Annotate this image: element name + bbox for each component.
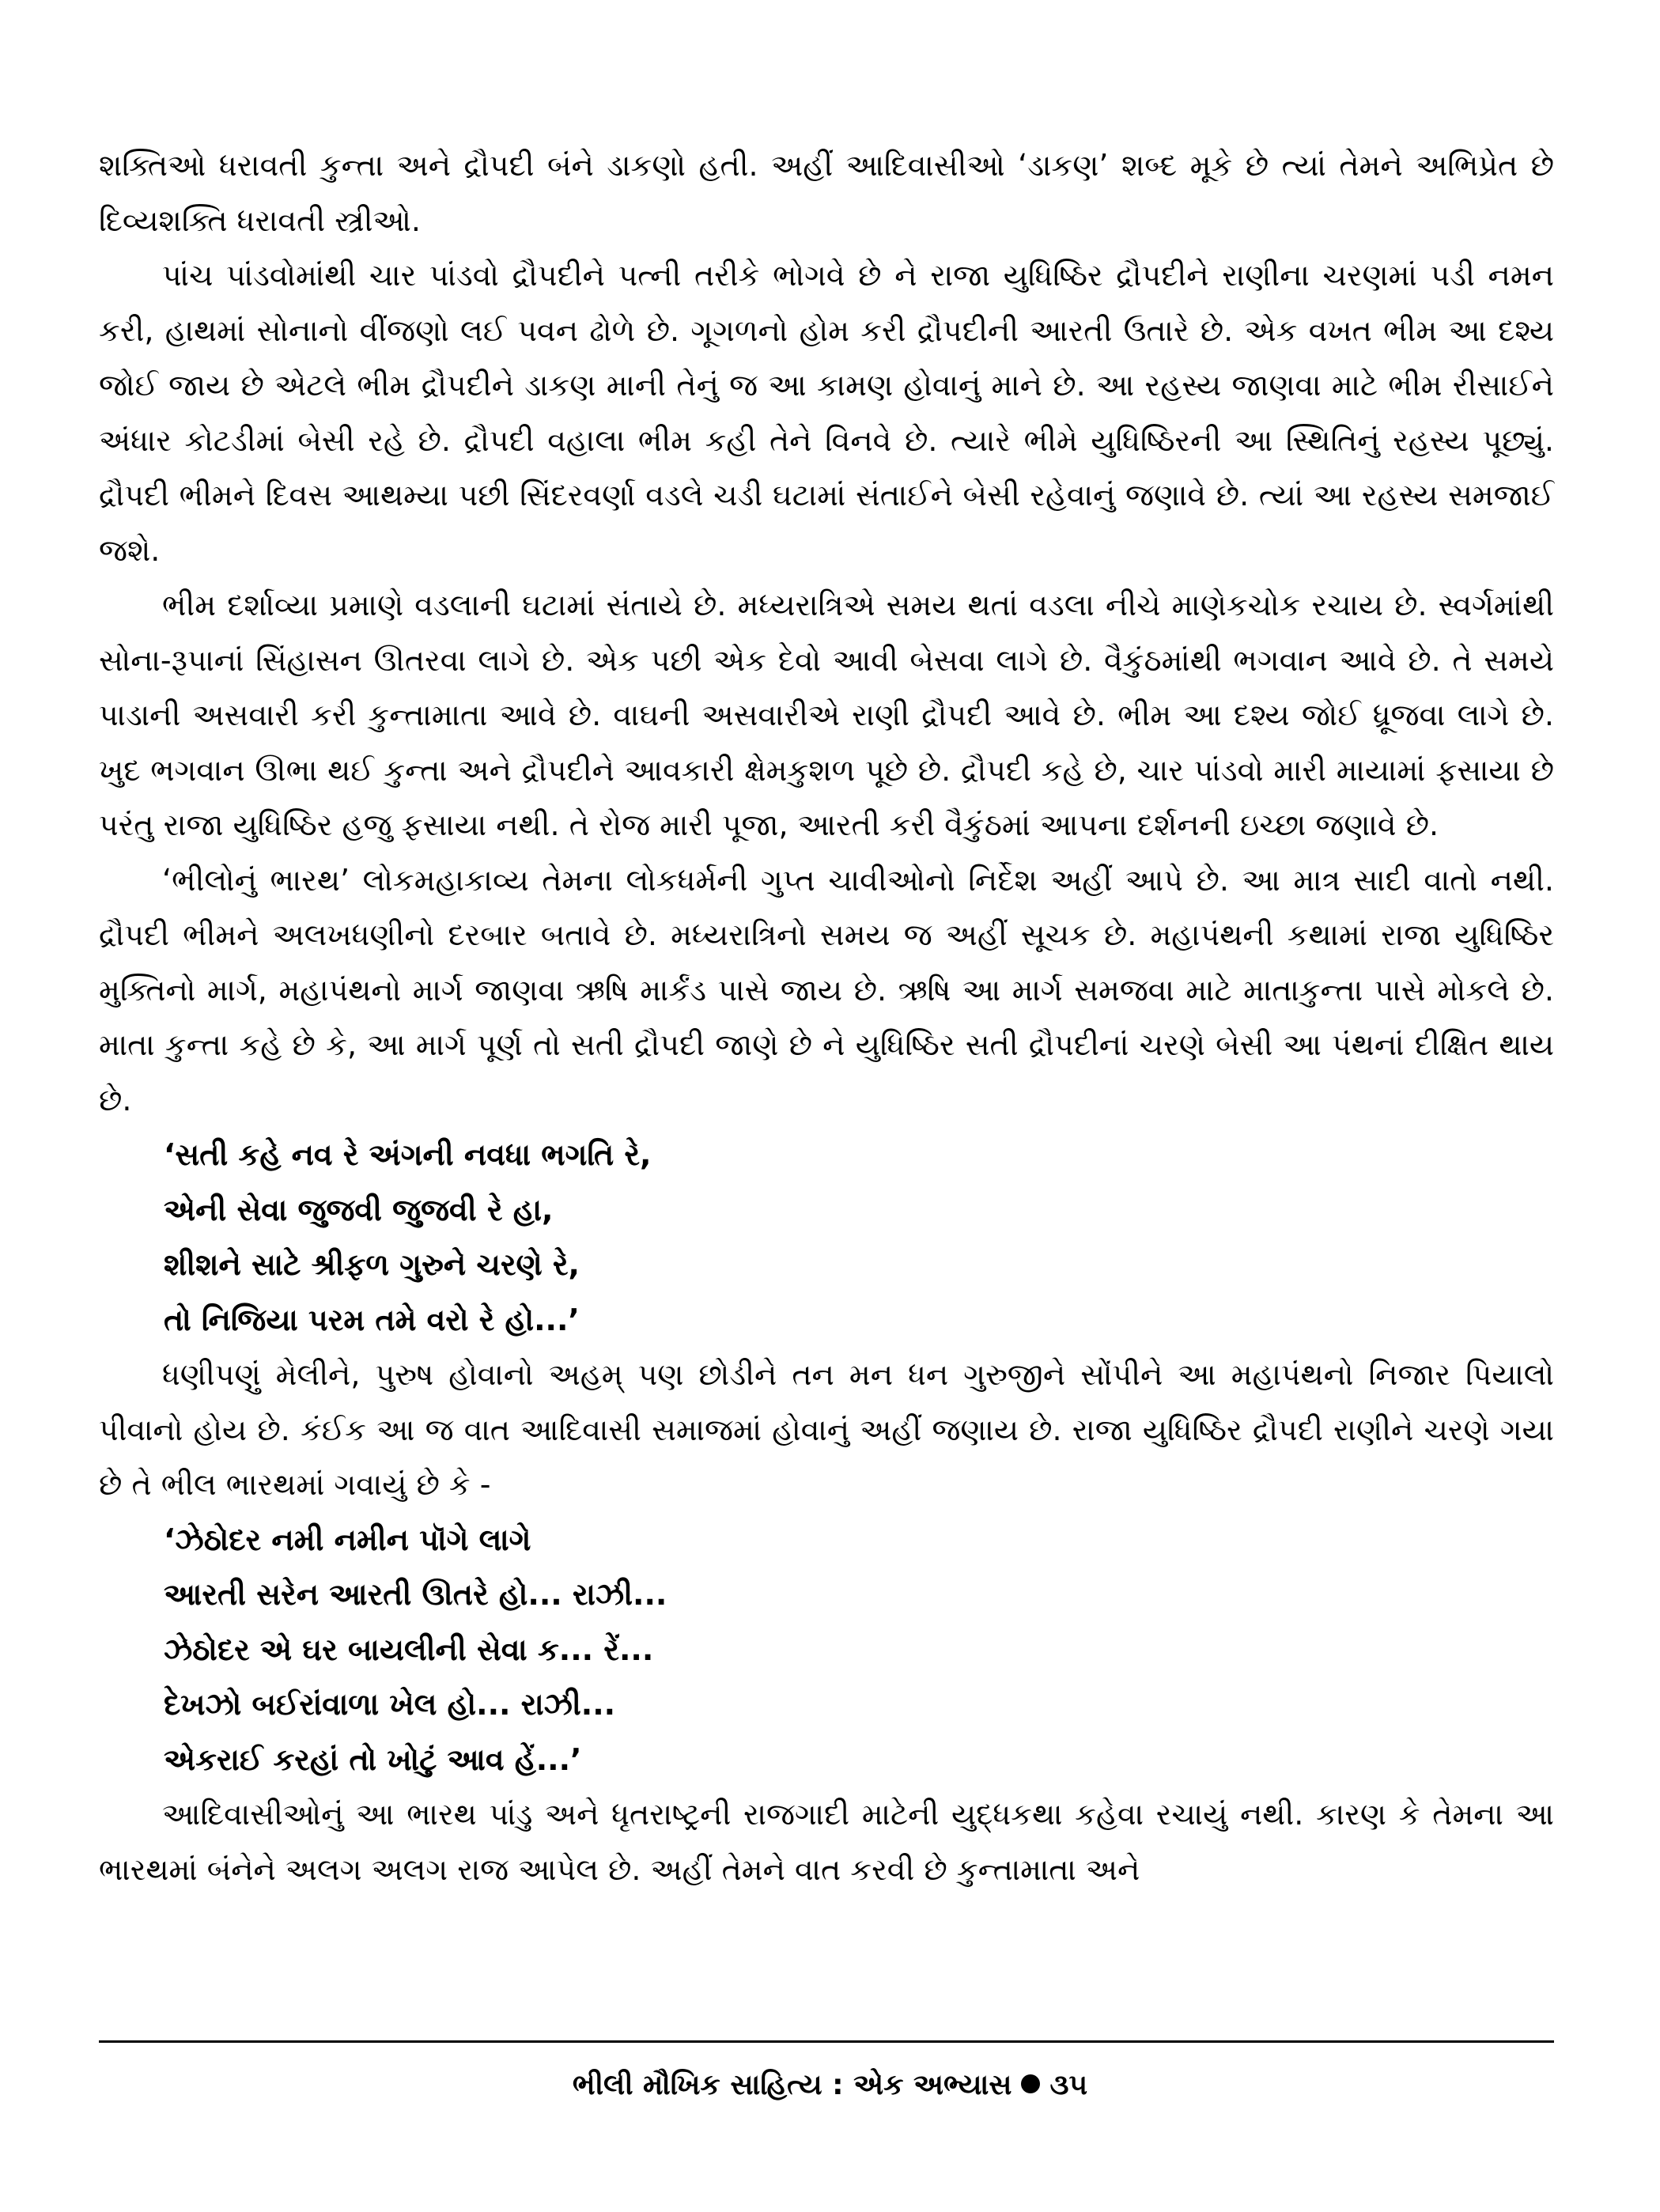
verse-line: એકરાઈ કરહાં તો ખોટું આવ હેં...’ xyxy=(164,1741,582,1777)
footer-divider xyxy=(99,2040,1554,2043)
body-text xyxy=(99,138,1554,1897)
paragraph-6: આદિવાસીઓનું આ ભારથ પાંડુ અને ધૃતરાષ્ટ્રની રાજગાદી માટેની યુદ્ધકથા કહેવા રચાયું નથી. કારણ કે તેમના આ ભારથમાં બંનેને અલગ અલગ રાજ આપેલ છે. અહીં તેમને વાત કરવી છે કુન્તામાતા અને xyxy=(99,1797,1554,1887)
footer-book-title: ભીલી મૌખિક સાહિત્ય : એક અભ્યાસ xyxy=(572,2069,1012,2101)
page-footer xyxy=(0,2066,1660,2105)
verse-block-2 xyxy=(164,1513,1554,1788)
paragraph-3: ભીમ દર્શાવ્યા પ્રમાણે વડલાની ઘટામાં સંતાયે છે. મધ્યરાત્રિએ સમય થતાં વડલા નીચે માણેકચોક રચાય છે. સ્વર્ગમાંથી સોના-રૂપાનાં સિંહાસન ઊતરવા લાગે છે. એક પછી એક દેવો આવી બેસવા લાગે છે. વૈકુંઠમાંથી ભગવાન આવે છે. તે સમયે પાડાની અસવારી કરી કુન્તામાતા આવે છે. વાઘની અસવારીએ રાણી દ્રૌપદી આવે છે. ભીમ આ દશ્ય જોઈ ધ્રૂજવા લાગે છે. ખુદ ભગવાન ઊભા થઈ કુન્તા અને દ્રૌપદીને આવકારી ક્ષેમકુશળ પૂછે છે. દ્રૌપદી કહે છે, ચાર પાંડવો મારી માયામાં ફસાયા છે પરંતુ રાજા યુધિષ્ઠિર હજુ ફસાયા નથી. તે રોજ મારી પૂજા, આરતી કરી વૈકુંઠમાં આપના દર્શનની ઇચ્છા જણાવે છે. xyxy=(99,588,1554,842)
paragraph-2: પાંચ પાંડવોમાંથી ચાર પાંડવો દ્રૌપદીને પત્ની તરીકે ભોગવે છે ને રાજા યુધિષ્ઠિર દ્રૌપદીને રાણીના ચરણમાં પડી નમન કરી, હાથમાં સોનાનો વીંજણો લઈ પવન ઢોળે છે. ગૂગળનો હોમ કરી દ્રૌપદીની આરતી ઉતારે છે. એક વખત ભીમ આ દશ્ય જોઈ જાય છે એટલે ભીમ દ્રૌપદીને ડાકણ માની તેનું જ આ કામણ હોવાનું માને છે. આ રહસ્ય જાણવા માટે ભીમ રીસાઈને અંધાર કોટડીમાં બેસી રહે છે. દ્રૌપદી વહાલા ભીમ કહી તેને વિનવે છે. ત્યારે ભીમે યુધિષ્ઠિરની આ સ્થિતિનું રહસ્ય પૂછ્યું. દ્રૌપદી ભીમને દિવસ આથમ્યા પછી સિંદરવર્ણા વડલે ચડી ઘટામાં સંતાઈને બેસી રહેવાનું જણાવે છે. ત્યાં આ રહસ્ય સમજાઈ જશે. xyxy=(99,258,1554,568)
verse-line: એની સેવા જુજવી જુજવી રે હા, xyxy=(164,1192,554,1227)
verse-line: શીશને સાટે શ્રીફળ ગુરુને ચરણે રે, xyxy=(164,1247,580,1282)
verse-line: ઝેઠોદર એ ઘર બાયલીની સેવા ક... રેં... xyxy=(164,1632,654,1667)
verse-line: આરતી સરેન આરતી ઊતરે હો... રાઝી... xyxy=(164,1577,667,1612)
page-number: ૩૫ xyxy=(1049,2069,1088,2101)
verse-line: ‘ઝેઠોદર નમી નમીન પૉગે લાગે xyxy=(164,1522,531,1557)
verse-line: ‘સતી કહે નવ રે અંગની નવધા ભગતિ રે, xyxy=(164,1137,652,1172)
verse-line: તો નિજિયા પરમ તમે વરો રે હો...’ xyxy=(164,1302,580,1337)
bullet-icon xyxy=(1021,2074,1040,2093)
verse-block-1 xyxy=(164,1128,1554,1348)
paragraph-5: ધણીપણું મેલીને, પુરુષ હોવાનો અહમ્ પણ છોડીને તન મન ધન ગુરુજીને સોંપીને આ મહાપંથનો નિજાર પિયાલો પીવાનો હોય છે. કંઈક આ જ વાત આદિવાસી સમાજમાં હોવાનું અહીં જણાય છે. રાજા યુધિષ્ઠિર દ્રૌપદી રાણીને ચરણે ગયા છે તે ભીલ ભારથમાં ગવાયું છે કે - xyxy=(99,1357,1554,1502)
paragraph-4: ‘ભીલોનું ભારથ’ લોકમહાકાવ્ય તેમના લોકધર્મની ગુપ્ત ચાવીઓનો નિર્દેશ અહીં આપે છે. આ માત્ર સાદી વાતો નથી. દ્રૌપદી ભીમને અલખધણીનો દરબાર બતાવે છે. મધ્યરાત્રિનો સમય જ અહીં સૂચક છે. મહાપંથની કથામાં રાજા યુધિષ્ઠિર મુક્તિનો માર્ગ, મહાપંથનો માર્ગ જાણવા ઋષિ માર્કંડ પાસે જાય છે. ઋષિ આ માર્ગ સમજવા માટે માતાકુન્તા પાસે મોકલે છે. માતા કુન્તા કહે છે કે, આ માર્ગ પૂર્ણ તો સતી દ્રૌપદી જાણે છે ને યુધિષ્ઠિર સતી દ્રૌપદીનાં ચરણે બેસી આ પંથનાં દીક્ષિત થાય છે. xyxy=(99,862,1554,1117)
paragraph-1: શક્તિઓ ધરાવતી કુન્તા અને દ્રૌપદી બંને ડાકણો હતી. અહીં આદિવાસીઓ ‘ડાકણ’ શબ્દ મૂકે છે ત્યાં તેમને અભિપ્રેત છે દિવ્યશક્તિ ધરાવતી સ્ત્રીઓ. xyxy=(99,148,1554,238)
verse-line: દેખઝો બઈરાંવાળા ખેલ હો... રાઝી... xyxy=(164,1687,616,1722)
